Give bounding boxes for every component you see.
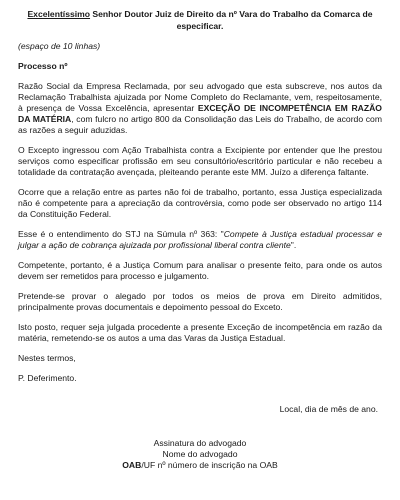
paragraph-evidence: Pretende-se provar o alegado por todos os meios de prova em Direito admitidos, principalmente provas documentais e depoimento pessoal do Exceto. bbox=[18, 291, 382, 312]
paragraph-1-end: , com fulcro no artigo 800 da Consolidação das Leis do Trabalho, de acordo com as razões a seguir aduzidas. bbox=[18, 114, 382, 135]
oab-label: OAB bbox=[122, 460, 142, 470]
paragraph-1-start: Razão Social da Empresa Reclamada, por seu advogado que esta subscreve, nos autos da Reclamação Trabalhista ajuizada por Nome Completo do Reclamante, vem, respeitosamente, à presença de Vossa Excelência, apresentar bbox=[18, 81, 382, 113]
place-date: Local, dia de mês de ano. bbox=[279, 404, 378, 414]
paragraph-introduction bbox=[18, 81, 382, 136]
process-number-label: Processo nº bbox=[18, 61, 68, 71]
paragraph-request: Isto posto, requer seja julgada procedente a presente Exceção de incompetência em razão da matéria, remetendo-se os autos a uma das Varas da Justiça Estadual. bbox=[18, 322, 382, 343]
oab-registration bbox=[18, 460, 382, 471]
document-heading bbox=[24, 9, 376, 32]
paragraph-competence: Competente, portanto, é a Justiça Comum para analisar o presente feito, para onde os autos devem ser remetidos para processo e julgamento. bbox=[18, 260, 382, 281]
paragraph-4-quote: Compete à Justiça estadual processar e julgar a ação de cobrança ajuizada por profissional liberal contra cliente bbox=[18, 229, 382, 250]
paragraph-4-start: Esse é o entendimento do STJ na Súmula nº 363: " bbox=[18, 229, 224, 239]
signature-block bbox=[18, 438, 382, 471]
paragraph-1-bold: EXCEÇÃO DE INCOMPETÊNCIA EM RAZÃO DA MATÉRIA bbox=[18, 103, 382, 124]
paragraph-4-end: ". bbox=[290, 240, 297, 250]
signature-line: Assinatura do advogado bbox=[153, 438, 247, 448]
paragraph-precedent bbox=[18, 229, 382, 251]
paragraph-deferment: P. Deferimento. bbox=[18, 373, 77, 383]
paragraph-facts: O Excepto ingressou com Ação Trabalhista contra a Excipiente por entender que lhe prestou serviços como especificar profissão em seu consultório/escritório particular e não recebeu a totalidade da contratação avençada, pleiteando perante este MM. Juízo a diferença faltante. bbox=[18, 145, 382, 177]
heading-rest: Senhor Doutor Juiz de Direito da nº Vara do Trabalho da Comarca de especificar. bbox=[90, 9, 373, 31]
spacing-note: (espaço de 10 linhas) bbox=[18, 41, 101, 51]
lawyer-name: Nome do advogado bbox=[162, 449, 238, 459]
paragraph-relation: Ocorre que a relação entre as partes não foi de trabalho, portanto, essa Justiça especializada não é competente para a apreciação da controvérsia, como pode ser observado no artigo 114 da Constituição Federal. bbox=[18, 187, 382, 219]
paragraph-closing: Nestes termos, bbox=[18, 353, 76, 363]
oab-number: /UF nº número de inscrição na OAB bbox=[141, 460, 278, 470]
heading-first-word: Excelentíssimo bbox=[27, 9, 91, 19]
